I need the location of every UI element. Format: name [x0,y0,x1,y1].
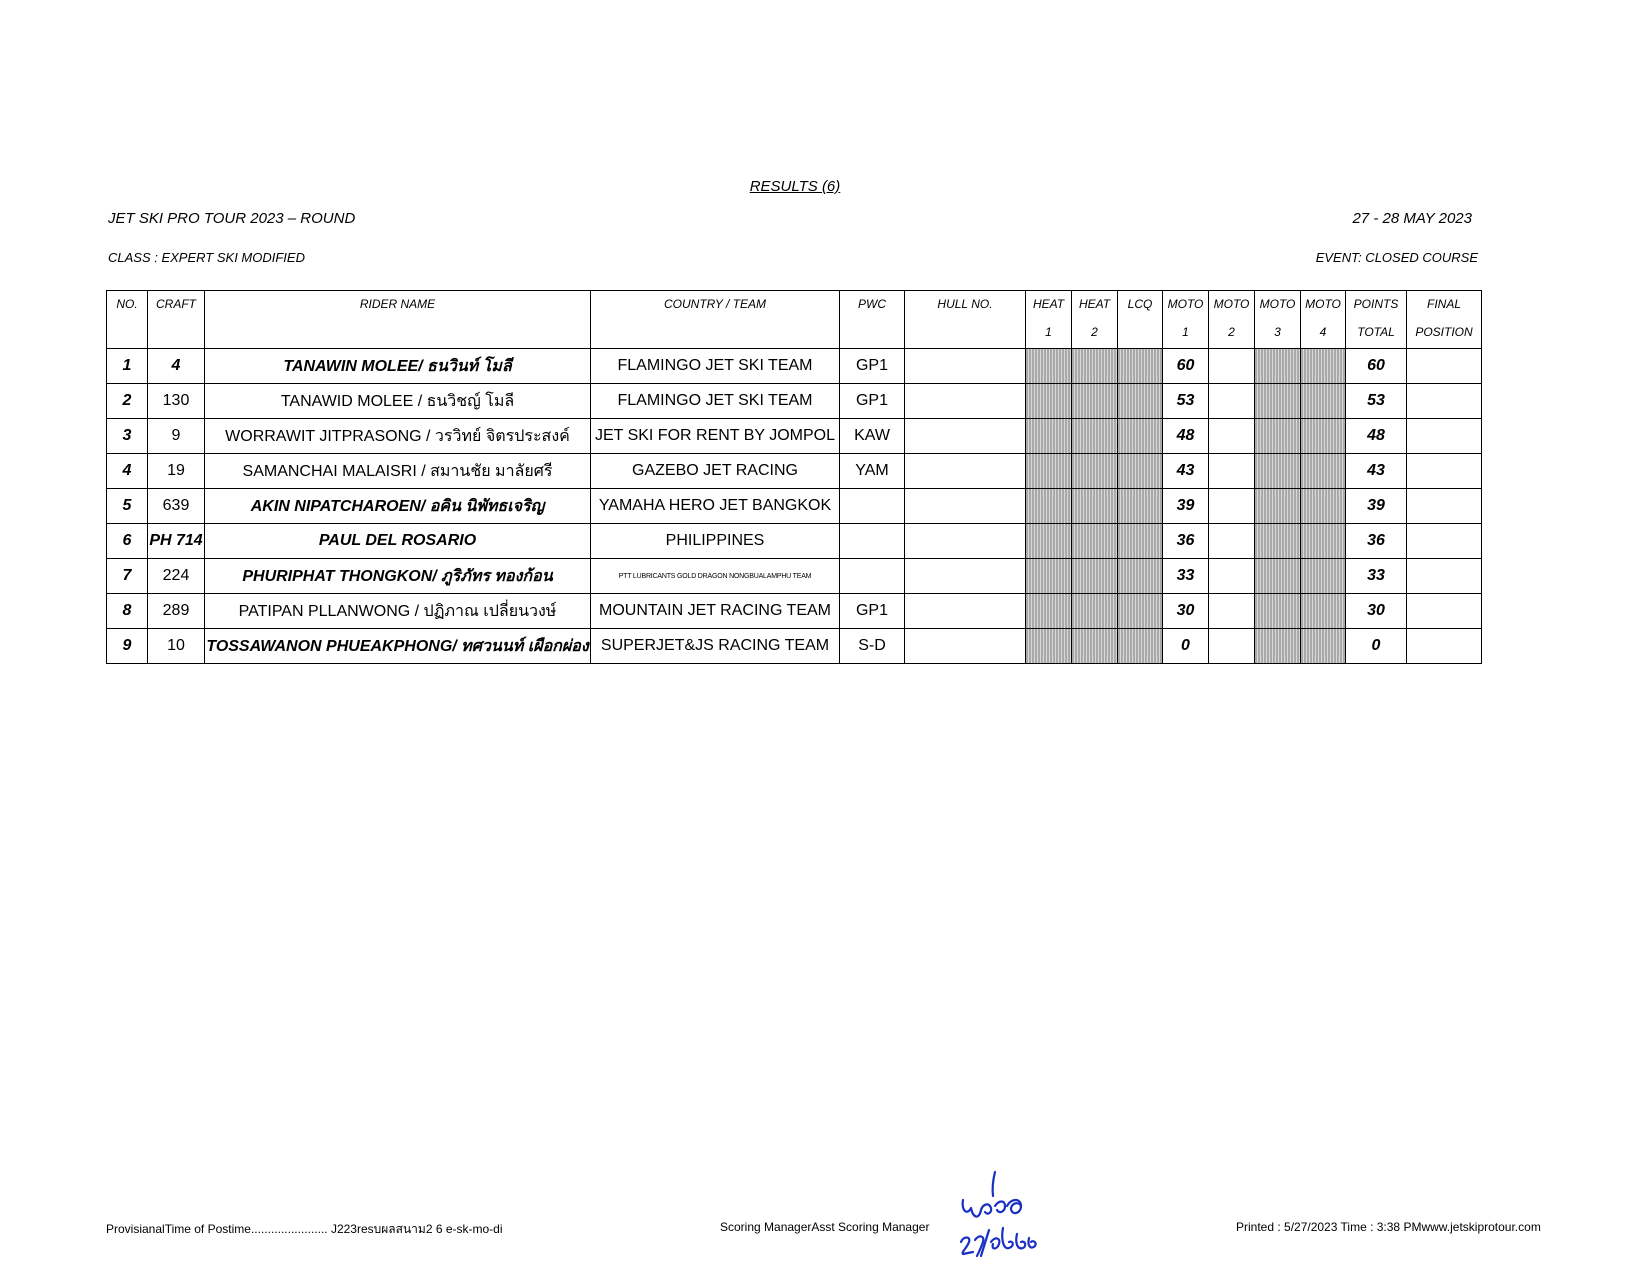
column-header-sublabel [107,319,147,347]
column-header-sublabel: TOTAL [1357,325,1395,339]
cell-craft: PH 714 [148,524,205,559]
column-header-sublabel: 4 [1319,325,1327,339]
table-header-row [107,291,1482,349]
cell-heat-2 [1072,384,1118,419]
cell-heat-1 [1026,454,1072,489]
cell-points-total: 33 [1346,559,1407,594]
cell-moto-1: 43 [1163,454,1209,489]
table-row [107,489,1482,524]
table-row [107,454,1482,489]
cell-team: MOUNTAIN JET RACING TEAM [591,594,840,629]
cell-rider-name: WORRAWIT JITPRASONG / วรวิทย์ จิตรประสงค์ [205,419,591,454]
cell-heat-2 [1072,524,1118,559]
cell-moto-4 [1301,594,1346,629]
cell-lcq [1118,454,1163,489]
cell-final-position [1407,629,1482,664]
column-header-label: CRAFT [156,297,196,311]
cell-moto-4 [1301,419,1346,454]
cell-hull-no [905,559,1026,594]
event-type: EVENT: CLOSED COURSE [1315,250,1478,265]
cell-pwc: KAW [840,419,905,454]
column-header [1072,291,1118,349]
cell-heat-2 [1072,594,1118,629]
cell-team: PHILIPPINES [591,524,840,559]
cell-final-position [1407,594,1482,629]
footer-right: Printed : 5/27/2023 Time : 3:38 PMwww.jetskiprotour.com [1236,1220,1541,1234]
cell-moto-2 [1209,454,1255,489]
cell-heat-1 [1026,629,1072,664]
cell-heat-1 [1026,489,1072,524]
cell-final-position [1407,384,1482,419]
cell-heat-2 [1072,349,1118,384]
cell-pwc: GP1 [840,349,905,384]
cell-no: 5 [107,489,148,524]
cell-hull-no [905,384,1026,419]
cell-moto-1: 48 [1163,419,1209,454]
cell-rider-name: PHURIPHAT THONGKON/ ภูริภัทร ทองก้อน [205,559,591,594]
cell-rider-name: SAMANCHAI MALAISRI / สมานชัย มาลัยศรี [205,454,591,489]
cell-moto-3 [1255,629,1301,664]
column-header-sublabel: 2 [1091,325,1098,339]
cell-moto-3 [1255,349,1301,384]
table-body [107,349,1482,664]
column-header-label: MOTO [1259,297,1296,311]
cell-final-position [1407,454,1482,489]
cell-no: 9 [107,629,148,664]
table-row [107,594,1482,629]
table-row [107,349,1482,384]
cell-heat-2 [1072,559,1118,594]
cell-heat-1 [1026,349,1072,384]
column-header [1255,291,1301,349]
column-header-label: POINTS [1353,297,1399,311]
cell-rider-name: TANAWIN MOLEE/ ธนวินท์ โมลี [205,349,591,384]
cell-points-total: 0 [1346,629,1407,664]
cell-moto-4 [1301,524,1346,559]
cell-final-position [1407,524,1482,559]
cell-hull-no [905,419,1026,454]
cell-moto-3 [1255,524,1301,559]
cell-rider-name: PAUL DEL ROSARIO [205,524,591,559]
cell-no: 3 [107,419,148,454]
cell-final-position [1407,489,1482,524]
results-title: RESULTS (6) [749,178,841,195]
cell-heat-1 [1026,559,1072,594]
cell-moto-1: 0 [1163,629,1209,664]
cell-points-total: 60 [1346,349,1407,384]
cell-moto-3 [1255,594,1301,629]
column-header-sublabel: POSITION [1415,325,1473,339]
cell-final-position [1407,559,1482,594]
cell-no: 1 [107,349,148,384]
cell-lcq [1118,349,1163,384]
cell-moto-3 [1255,384,1301,419]
column-header-sublabel: 3 [1274,325,1281,339]
cell-no: 6 [107,524,148,559]
column-header [107,291,148,349]
column-header-sublabel: 2 [1228,325,1235,339]
cell-craft: 289 [148,594,205,629]
cell-lcq [1118,489,1163,524]
cell-pwc [840,524,905,559]
column-header-label: FINAL [1426,297,1461,311]
column-header-label: MOTO [1305,297,1341,311]
cell-moto-3 [1255,489,1301,524]
column-header-sublabel [591,319,839,347]
cell-craft: 639 [148,489,205,524]
column-header-label: RIDER NAME [359,297,436,311]
cell-team: FLAMINGO JET SKI TEAM [591,349,840,384]
handwritten-signature [955,1170,1055,1260]
cell-lcq [1118,559,1163,594]
cell-no: 7 [107,559,148,594]
column-header [1209,291,1255,349]
cell-points-total: 39 [1346,489,1407,524]
cell-points-total: 53 [1346,384,1407,419]
cell-moto-4 [1301,454,1346,489]
table-row [107,419,1482,454]
cell-lcq [1118,594,1163,629]
column-header-sublabel [205,319,590,347]
cell-heat-2 [1072,419,1118,454]
cell-lcq [1118,629,1163,664]
table-row [107,524,1482,559]
column-header-sublabel [905,319,1025,347]
column-header-label: HEAT [1032,297,1065,311]
column-header [591,291,840,349]
column-header [905,291,1026,349]
cell-moto-1: 60 [1163,349,1209,384]
cell-moto-4 [1301,629,1346,664]
results-table [106,290,1482,664]
cell-rider-name: TOSSAWANON PHUEAKPHONG/ ทศวนนท์ เผือกผ่อง [205,629,591,664]
column-header-label: MOTO [1213,297,1250,311]
cell-craft: 19 [148,454,205,489]
cell-craft: 10 [148,629,205,664]
footer-left: ProvisianalTime of Postime....................... J223resบผลสนาม2 6 e-sk-mo-di [106,1222,503,1236]
cell-moto-1: 33 [1163,559,1209,594]
column-header [1163,291,1209,349]
cell-moto-2 [1209,384,1255,419]
cell-moto-2 [1209,629,1255,664]
column-header-label: HULL NO. [937,297,993,311]
column-header-sublabel [840,319,904,347]
cell-heat-1 [1026,524,1072,559]
column-header [148,291,205,349]
footer-middle: Scoring ManagerAsst Scoring Manager [720,1220,930,1234]
cell-pwc [840,559,905,594]
cell-pwc [840,489,905,524]
column-header-label: PWC [858,297,886,311]
table-row [107,384,1482,419]
cell-team: JET SKI FOR RENT BY JOMPOL [591,419,840,454]
cell-no: 4 [107,454,148,489]
cell-pwc: S-D [840,629,905,664]
cell-moto-4 [1301,559,1346,594]
cell-team: PTT LUBRICANTS GOLD DRAGON NONGBUALAMPHU TEAM [591,559,840,594]
cell-moto-4 [1301,349,1346,384]
cell-moto-2 [1209,489,1255,524]
cell-lcq [1118,384,1163,419]
cell-craft: 9 [148,419,205,454]
cell-moto-4 [1301,384,1346,419]
cell-team: FLAMINGO JET SKI TEAM [591,384,840,419]
cell-moto-2 [1209,559,1255,594]
column-header-label: HEAT [1078,297,1111,311]
cell-pwc: GP1 [840,384,905,419]
cell-moto-3 [1255,559,1301,594]
cell-heat-1 [1026,419,1072,454]
cell-hull-no [905,454,1026,489]
cell-craft: 130 [148,384,205,419]
cell-heat-1 [1026,594,1072,629]
cell-moto-2 [1209,594,1255,629]
cell-final-position [1407,349,1482,384]
class-label: CLASS : EXPERT SKI MODIFIED [108,250,305,265]
cell-lcq [1118,524,1163,559]
column-header-sublabel [148,319,204,347]
cell-points-total: 30 [1346,594,1407,629]
cell-craft: 4 [148,349,205,384]
cell-points-total: 36 [1346,524,1407,559]
cell-moto-4 [1301,489,1346,524]
cell-heat-1 [1026,384,1072,419]
cell-moto-3 [1255,454,1301,489]
column-header [1346,291,1407,349]
cell-heat-2 [1072,489,1118,524]
cell-heat-2 [1072,629,1118,664]
cell-rider-name: AKIN NIPATCHAROEN/ อคิน นิพัทธเจริญ [205,489,591,524]
column-header-label: COUNTRY / TEAM [663,297,766,311]
cell-hull-no [905,629,1026,664]
cell-pwc: YAM [840,454,905,489]
cell-no: 2 [107,384,148,419]
column-header-sublabel: 1 [1045,325,1052,339]
cell-moto-1: 53 [1163,384,1209,419]
column-header [1026,291,1072,349]
cell-moto-1: 36 [1163,524,1209,559]
column-header-sublabel [1118,319,1162,347]
cell-team: GAZEBO JET RACING [591,454,840,489]
cell-points-total: 43 [1346,454,1407,489]
cell-lcq [1118,419,1163,454]
cell-moto-1: 30 [1163,594,1209,629]
cell-hull-no [905,489,1026,524]
cell-moto-2 [1209,349,1255,384]
cell-pwc: GP1 [840,594,905,629]
column-header [840,291,905,349]
cell-moto-2 [1209,419,1255,454]
cell-points-total: 48 [1346,419,1407,454]
column-header-label: NO. [116,297,138,311]
cell-rider-name: PATIPAN PLLANWONG / ปฏิภาณ เปลี่ยนวงษ์ [205,594,591,629]
column-header [1301,291,1346,349]
cell-team: YAMAHA HERO JET BANGKOK [591,489,840,524]
event-name: JET SKI PRO TOUR 2023 – ROUND [108,210,356,227]
table-row [107,629,1482,664]
cell-no: 8 [107,594,148,629]
cell-moto-1: 39 [1163,489,1209,524]
cell-craft: 224 [148,559,205,594]
cell-hull-no [905,349,1026,384]
cell-heat-2 [1072,454,1118,489]
table-row [107,559,1482,594]
column-header-label: LCQ [1127,297,1153,311]
cell-hull-no [905,524,1026,559]
cell-hull-no [905,594,1026,629]
event-dates: 27 - 28 MAY 2023 [1352,210,1472,227]
column-header-sublabel: 1 [1182,325,1189,339]
cell-moto-2 [1209,524,1255,559]
column-header [1118,291,1163,349]
cell-moto-3 [1255,419,1301,454]
column-header [1407,291,1482,349]
cell-final-position [1407,419,1482,454]
cell-team: SUPERJET&JS RACING TEAM [591,629,840,664]
column-header-label: MOTO [1167,297,1204,311]
cell-rider-name: TANAWID MOLEE / ธนวิชญ์ โมลี [205,384,591,419]
column-header [205,291,591,349]
